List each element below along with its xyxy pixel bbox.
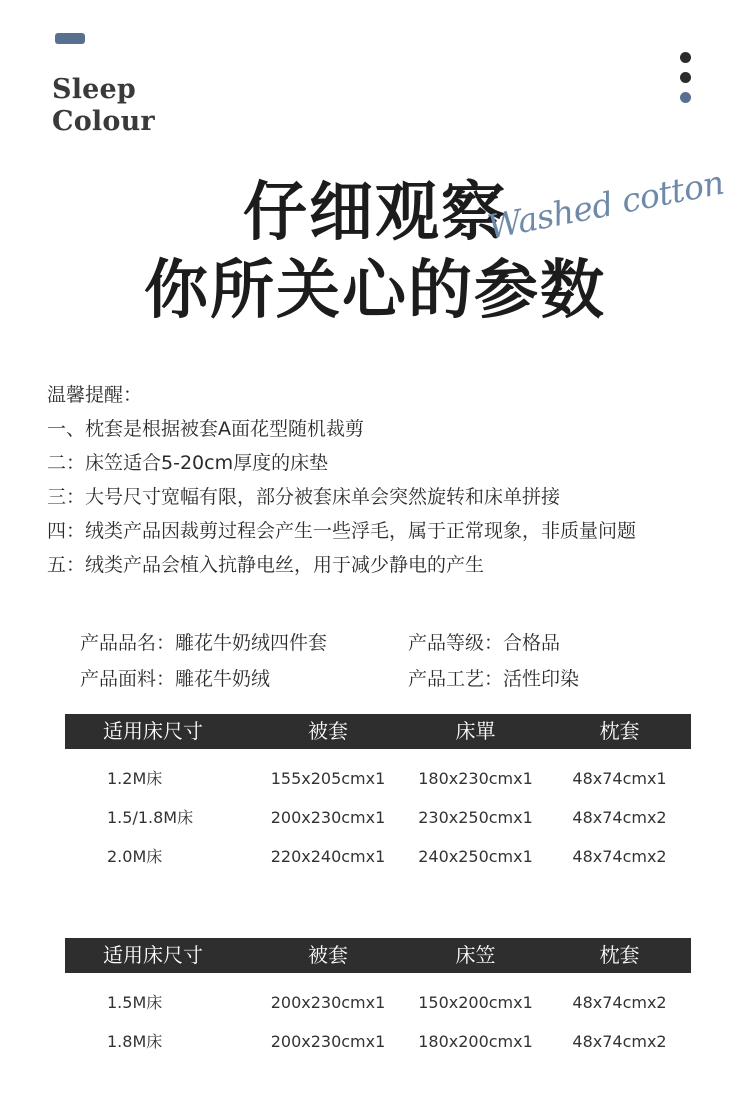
cell-duvet-cover: 220x240cmx1 (270, 847, 386, 866)
header-pillowcase: 枕套 (599, 719, 640, 743)
spec-row (80, 661, 680, 697)
table-header (65, 714, 691, 749)
cell-bed-sheet: 230x250cmx1 (418, 808, 533, 827)
header-bed-size: 适用床尺寸 (103, 943, 203, 967)
menu-dot-accent (680, 92, 691, 103)
size-table-flat-sheet (65, 714, 691, 876)
cell-bed-sheet: 240x250cmx1 (418, 847, 533, 866)
brand-logo (52, 74, 155, 138)
cell-bed-sheet: 180x230cmx1 (418, 769, 533, 788)
notice-title: 温馨提醒： (47, 384, 143, 406)
cell-fitted-sheet: 180x200cmx1 (418, 1032, 533, 1051)
cell-pillowcase: 48x74cmx2 (572, 993, 667, 1012)
cell-duvet-cover: 200x230cmx1 (270, 1032, 386, 1051)
cell-duvet-cover: 200x230cmx1 (270, 993, 386, 1012)
cell-pillowcase: 48x74cmx1 (572, 769, 667, 788)
cell-bed-size: 1.5/1.8M床 (107, 808, 194, 827)
cell-pillowcase: 48x74cmx2 (572, 847, 667, 866)
cell-bed-size: 2.0M床 (107, 847, 163, 866)
size-table-fitted-sheet (65, 938, 691, 1061)
table-row (65, 837, 691, 876)
cell-bed-size: 1.5M床 (107, 993, 163, 1012)
spec-product-process: 产品工艺：活性印染 (408, 668, 580, 690)
title-line-1: 仔细观察 (243, 176, 507, 250)
cell-pillowcase: 48x74cmx2 (572, 1032, 667, 1051)
header-pillowcase: 枕套 (599, 943, 640, 967)
spec-product-fabric: 产品面料：雕花牛奶绒 (80, 668, 271, 690)
table-row (65, 759, 691, 798)
product-spec (80, 625, 680, 697)
table-header (65, 938, 691, 973)
header-bed-sheet: 床單 (455, 719, 496, 743)
table-row (65, 1022, 691, 1061)
cell-fitted-sheet: 150x200cmx1 (418, 993, 533, 1012)
notice-item: 三：大号尺寸宽幅有限，部分被套床单会突然旋转和床单拼接 (47, 486, 561, 508)
header-duvet-cover: 被套 (308, 943, 348, 967)
script-text-washed-cotton: Washed cotton (484, 162, 727, 247)
cell-duvet-cover: 155x205cmx1 (270, 769, 386, 788)
notice-item: 二：床笠适合5-20cm厚度的床垫 (47, 452, 329, 474)
cell-bed-size: 1.8M床 (107, 1032, 163, 1051)
table-body (65, 973, 691, 1061)
vertical-dots-icon[interactable] (680, 52, 692, 112)
spec-product-grade: 产品等级：合格品 (408, 632, 561, 654)
notice-item: 五：绒类产品会植入抗静电丝，用于减少静电的产生 (47, 554, 485, 576)
brand-line-1: Sleep (52, 74, 136, 105)
header-fitted-sheet: 床笠 (455, 943, 496, 967)
brand-line-2: Colour (52, 106, 155, 137)
notice-list (47, 378, 737, 582)
spec-row (80, 625, 680, 661)
menu-dot (680, 72, 691, 83)
cell-pillowcase: 48x74cmx2 (572, 808, 667, 827)
notice-item: 四：绒类产品因裁剪过程会产生一些浮毛，属于正常现象，非质量问题 (47, 520, 637, 542)
menu-dot (680, 52, 691, 63)
spec-product-name: 产品品名：雕花牛奶绒四件套 (80, 632, 328, 654)
cell-bed-size: 1.2M床 (107, 769, 163, 788)
title-line-2: 你所关心的参数 (144, 254, 606, 328)
header-bed-size: 适用床尺寸 (103, 719, 203, 743)
cell-duvet-cover: 200x230cmx1 (270, 808, 386, 827)
table-row (65, 983, 691, 1022)
header-duvet-cover: 被套 (308, 719, 348, 743)
table-body (65, 749, 691, 876)
notice-item: 一、枕套是根据被套A面花型随机裁剪 (47, 418, 364, 440)
table-row (65, 798, 691, 837)
accent-bar (55, 33, 85, 44)
